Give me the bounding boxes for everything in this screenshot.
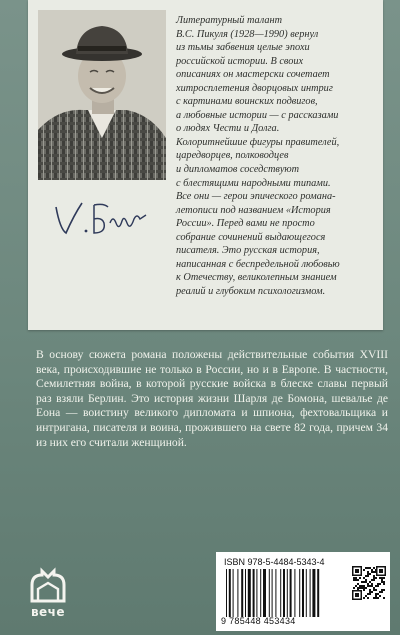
publisher-logo: [22, 567, 74, 625]
barcode: [224, 569, 344, 617]
book-synopsis: В основу сюжета романа положены действительные события XVIII века, происходившие не только в России, но и в Европе. В частности, Семилетняя война, в которой русские войска в блеске славы первый раз взяли Берлин. Это история жизни Шарля де Бомона, шевалье де Еона — воистину великого дипломата и шпиона, фехтовальщика и интригана, писателя и воина, прожившего на свете 82 года, причем 34 из них его считали женщиной.: [36, 348, 388, 449]
isbn-block: [216, 552, 390, 631]
publisher-name: вече: [30, 605, 66, 619]
publisher-emblem-icon: [22, 567, 74, 607]
barcode-number: 9 785448 453434: [221, 616, 296, 626]
isbn-label: ISBN 978-5-4484-5343-4: [224, 557, 325, 567]
qr-code: [352, 566, 386, 600]
author-portrait: [38, 10, 166, 180]
author-bio: Литературный талант В.С. Пикуля (1928—1990) вернул из тьмы забвения целые эпохи российской истории. В своих описаниях он мастерски сочетает хитросплетения дворцовых интриг с картинами воинских подвигов, а любовные истории — с рассказами о людях Чести и Долга. Колоритнейшие фигуры правителей, царедворцев, полководцев и дипломатов соседствуют с блестящими народными типами. Все они — герои эпического романа- летописи под названием «История России». Перед вами не просто собрание сочинений выдающегося писателя. Это русская история, написанная с беспредельной любовью к Отечеству, великолепным знанием реалий и глубоким психологизмом.: [176, 15, 340, 297]
author-signature: [48, 193, 158, 243]
